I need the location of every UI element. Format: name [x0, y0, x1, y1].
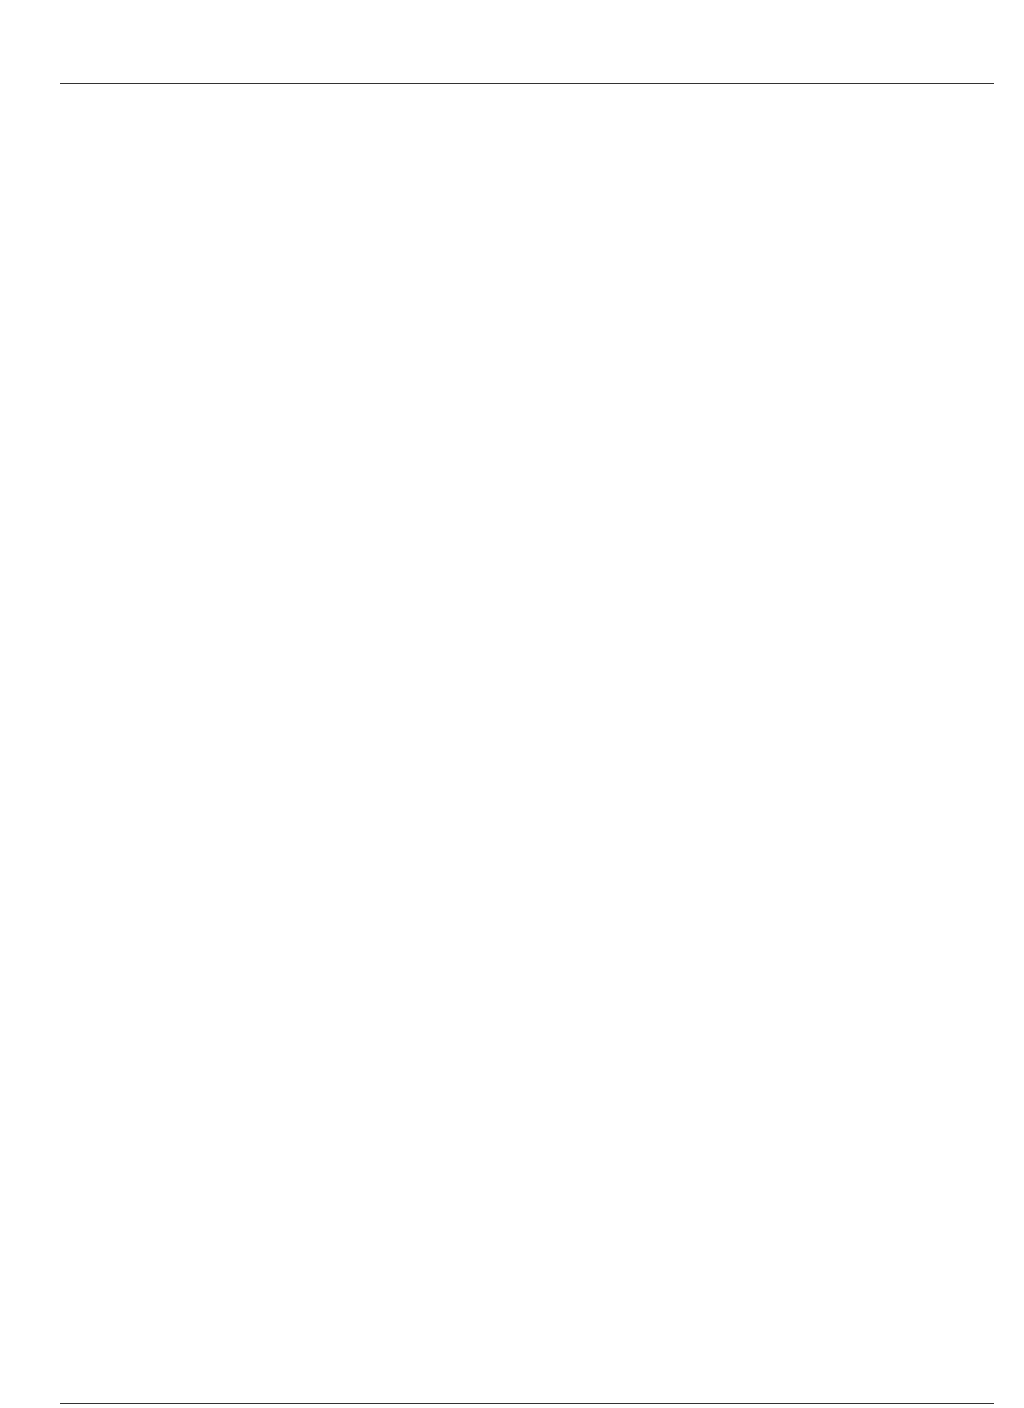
header-rule [60, 83, 994, 84]
footer-rule [60, 1403, 994, 1404]
